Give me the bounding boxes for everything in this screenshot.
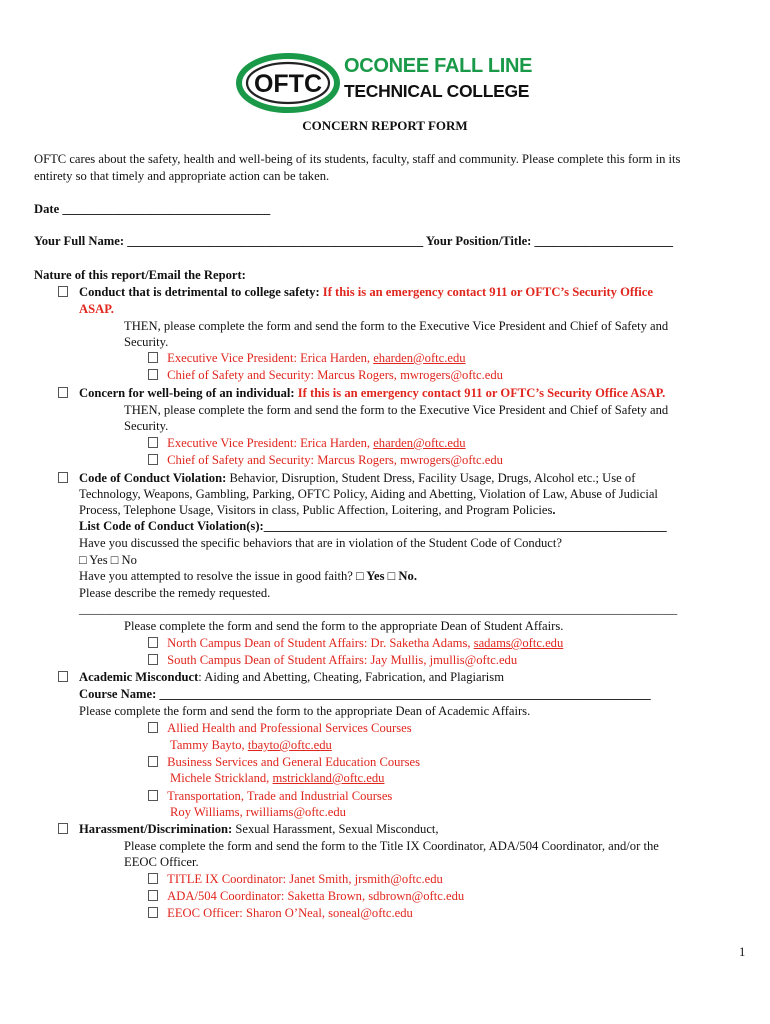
bullet-box	[148, 369, 158, 380]
section-wellbeing-then: THEN, please complete the form and send the form to the Executive Vice President and Chief of Safety and	[124, 403, 669, 417]
bullet-box	[148, 352, 158, 363]
north-campus-email-link[interactable]: sadams@oftc.edu	[473, 636, 564, 650]
name-position-row	[34, 233, 673, 250]
remedy-label: Please describe the remedy requested.	[79, 586, 271, 600]
intro-line-2: entirety so that timely and appropriate action can be taken.	[34, 169, 330, 183]
date-label: Date	[34, 202, 60, 216]
yes-checkbox-2[interactable]: □ Yes	[356, 569, 385, 583]
checkbox-harassment[interactable]	[58, 821, 68, 838]
violations-field[interactable]: List Code of Conduct Violation(s):________________________________________________________________	[79, 519, 667, 533]
question-discussed: Have you discussed the specific behaviors that are in violation of the Student Code of Conduct?	[79, 536, 562, 550]
bullet-box	[148, 437, 158, 448]
bullet-box	[148, 907, 158, 918]
question-discussed-options	[79, 552, 137, 569]
contact-allied-health: Allied Health and Professional Services Courses	[148, 720, 412, 737]
org-name-line2: TECHNICAL COLLEGE	[344, 81, 530, 101]
contact-title-ix: TITLE IX Coordinator: Janet Smith, jrsmith@oftc.edu	[148, 871, 443, 888]
contact-evp: Executive Vice President: Erica Harden, eharden@oftc.edu	[148, 350, 466, 367]
section-conduct-desc-3: Process, Telephone Usage, Visitors in class, Public Affection, Loitering, and Program Policies.	[79, 503, 556, 517]
checkbox-academic-misconduct[interactable]	[58, 669, 68, 686]
evp-email-link-2[interactable]: eharden@oftc.edu	[373, 436, 466, 450]
question-resolve: Have you attempted to resolve the issue in good faith? □ Yes □ No.	[79, 569, 417, 583]
intro-line-1: OFTC cares about the safety, health and well-being of its students, faculty, staff and community. Please complete this form in its	[34, 152, 681, 166]
contact-safety-chief: Chief of Safety and Security: Marcus Rogers, mwrogers@oftc.edu	[148, 367, 503, 384]
date-blank[interactable]: _________________________________	[62, 202, 271, 216]
bullet-box	[148, 637, 158, 648]
contact-ada-504: ADA/504 Coordinator: Saketta Brown, sdbrown@oftc.edu	[148, 888, 464, 905]
page-number: 1	[739, 945, 746, 959]
bullet-box	[148, 890, 158, 901]
checkbox-code-of-conduct[interactable]	[58, 470, 68, 487]
business-services-email-link[interactable]: mstrickland@oftc.edu	[272, 771, 385, 785]
section-conduct-desc-2: Technology, Weapons, Gambling, Parking, OFTC Policy, Aiding and Abetting, Violation of Law, Abuse of Judicial	[79, 487, 658, 501]
send-title-ix: Please complete the form and send the form to the Title IX Coordinator, ADA/504 Coordinator, and/or the	[124, 839, 659, 853]
bullet-box	[148, 654, 158, 665]
svg-text:OFTC: OFTC	[253, 70, 323, 98]
checkbox-safety[interactable]	[58, 284, 68, 301]
contact-transportation-name: Roy Williams, rwilliams@oftc.edu	[170, 805, 346, 819]
section-wellbeing-then-2: Security.	[124, 419, 169, 433]
bullet-box	[148, 722, 158, 733]
send-dean-academic-affairs: Please complete the form and send the form to the appropriate Dean of Academic Affairs.	[79, 704, 531, 718]
send-dean-student-affairs: Please complete the form and send the form to the appropriate Dean of Student Affairs.	[124, 619, 564, 633]
contact-eeoc: EEOC Officer: Sharon O’Neal, soneal@oftc.edu	[148, 905, 413, 922]
bullet-box	[148, 454, 158, 465]
section-conduct-title: Code of Conduct Violation: Behavior, Disruption, Student Dress, Facility Usage, Drugs, Alcohol etc.; Use of	[79, 471, 636, 485]
contact-evp-2: Executive Vice President: Erica Harden, eharden@oftc.edu	[148, 435, 466, 452]
org-name-line1: OCONEE FALL LINE	[344, 55, 533, 77]
bullet-box	[148, 756, 158, 767]
contact-allied-health-name: Tammy Bayto, tbayto@oftc.edu	[170, 738, 332, 752]
remedy-blank[interactable]: _______________________________________________________________________________________________	[79, 602, 678, 616]
section-safety-emergency: ASAP.	[79, 302, 114, 316]
no-checkbox[interactable]: □ No	[110, 553, 137, 567]
position-blank[interactable]: ______________________	[534, 234, 674, 248]
no-checkbox-2[interactable]: □ No.	[387, 569, 417, 583]
section-academic-title: Academic Misconduct: Aiding and Abetting, Cheating, Fabrication, and Plagiarism	[79, 670, 504, 684]
allied-health-email-link[interactable]: tbayto@oftc.edu	[247, 738, 332, 752]
evp-email-link[interactable]: eharden@oftc.edu	[373, 351, 466, 365]
section-safety-then-2: Security.	[124, 335, 169, 349]
position-label: Your Position/Title:	[425, 234, 532, 248]
bullet-box	[148, 873, 158, 884]
contact-north-campus: North Campus Dean of Student Affairs: Dr. Saketha Adams, sadams@oftc.edu	[148, 635, 563, 652]
section-safety-then: THEN, please complete the form and send the form to the Executive Vice President and Chief of Safety and	[124, 319, 669, 333]
section-harassment-title: Harassment/Discrimination: Sexual Harassment, Sexual Misconduct,	[79, 822, 439, 836]
name-blank[interactable]: _______________________________________________	[127, 234, 424, 248]
course-name-field[interactable]: Course Name: ______________________________________________________________________________	[79, 687, 651, 701]
form-title: CONCERN REPORT FORM	[302, 118, 468, 133]
send-title-ix-2: EEOC Officer.	[124, 855, 199, 869]
section-safety-title: Conduct that is detrimental to college safety: If this is an emergency contact 911 or OFTC’s Security Office	[79, 285, 653, 299]
contact-transportation: Transportation, Trade and Industrial Courses	[148, 788, 392, 805]
name-label: Your Full Name:	[34, 234, 125, 248]
section-wellbeing-title: Concern for well-being of an individual: If this is an emergency contact 911 or OFTC’s Security Office ASAP.	[79, 386, 666, 400]
contact-business-services-name: Michele Strickland, mstrickland@oftc.edu	[170, 771, 385, 785]
bullet-box	[148, 790, 158, 801]
nature-heading: Nature of this report/Email the Report:	[34, 268, 246, 282]
yes-checkbox[interactable]: □ Yes	[79, 553, 108, 567]
contact-south-campus: South Campus Dean of Student Affairs: Jay Mullis, jmullis@oftc.edu	[148, 652, 517, 669]
contact-safety-chief-2: Chief of Safety and Security: Marcus Rogers, mwrogers@oftc.edu	[148, 452, 503, 469]
date-field[interactable]	[34, 201, 270, 218]
contact-business-services: Business Services and General Education Courses	[148, 754, 420, 771]
checkbox-wellbeing[interactable]	[58, 385, 68, 402]
